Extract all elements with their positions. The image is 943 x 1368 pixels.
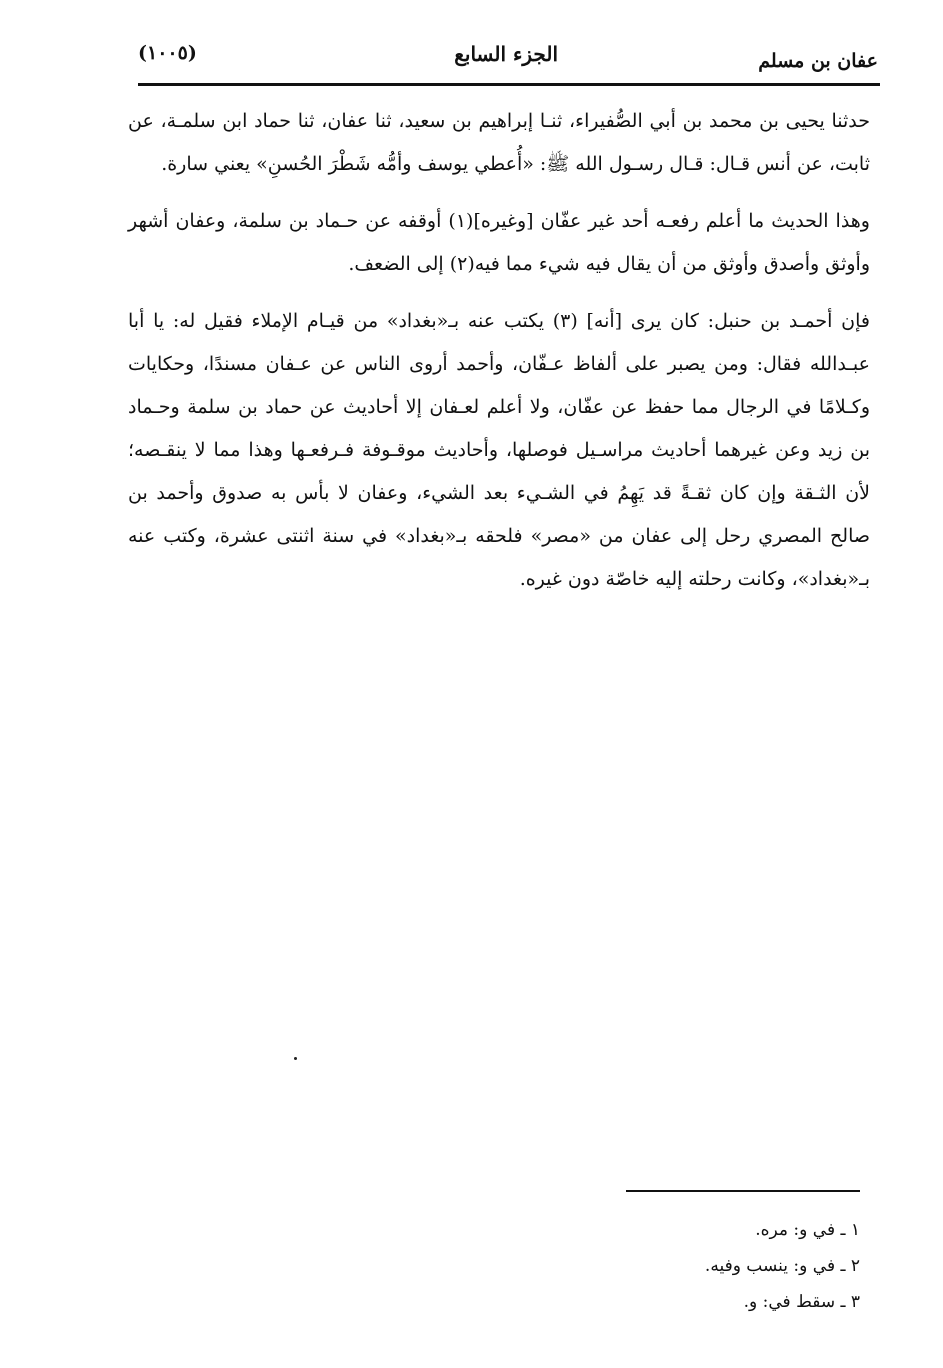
paragraph-biography: فإن أحمـد بن حنبل: كان يرى [أنه] (٣) يكتب عنه بـ«بغداد» من قيـام الإملاء فقيل له: يا أبا عبـدالله فقال: ومن يصبر على ألفاظ عـفّان، وأحمد أروى الناس عن عـفان مسندًا، وحكايات وكـلامًا في الرجال مما حفظ عن عفّان، ولا أعلم لعـفان إلا أحاديث عن حماد بن سلمة وحـماد بن زيد وعن غيرهما أحاديث مراسـيل فوصلها، وأحاديث موقـوفة فـرفعـها وهذا مما لا ينقـصه؛ لأن الثـقة وإن كان ثقـةً قد يَهِمُ في الشـيء بعد الشيء، وعفان لا بأس به صدوق وأحمد بن صالح المصري رحل إلى عفان من «مصر» فلحقه بـ«بغداد» في سنة اثنتى عشرة، وكتب عنه بـ«بغداد»، وكانت رحلته إليه خاصّة دون غيره.	[128, 310, 870, 590]
paragraph-commentary: وهذا الحديث ما أعلم رفعـه أحد غير عفّان [وغيره](١) أوقفه عن حـماد بن سلمة، وعفان أشهر وأوثق وأصدق وأوثق من أن يقال فيه شيء مما فيه(٢) إلى الضعف.	[128, 210, 870, 275]
header-rule	[138, 83, 880, 86]
page-number: (١٠٠٥)	[138, 42, 197, 64]
footnotes	[560, 1212, 860, 1320]
footnote-1: ١ ـ في و: مره.	[755, 1220, 860, 1240]
scan-speck	[294, 1057, 297, 1060]
paragraph-hadith: حدثنا يحيى بن محمد بن أبي الصُّفيراء، ثنـا إبراهيم بن سعيد، ثنا عفان، ثنا حماد ابن سلمـة، عن ثابت، عن أنس قـال: قـال رسـول الله ﷺ: «أُعطي يوسف وأمُّه شَطْرَ الحُسنِ» يعني سارة.	[128, 110, 870, 175]
footnote-3: ٣ ـ سقط في: و.	[743, 1292, 860, 1312]
running-title-author: عفان بن مسلم	[758, 50, 878, 72]
main-text	[128, 100, 870, 615]
running-title-volume: الجزء السابع	[454, 42, 558, 66]
page-header	[138, 38, 878, 78]
footnote-rule	[626, 1190, 860, 1192]
footnote-2: ٢ ـ في و: ينسب وفيه.	[704, 1256, 860, 1276]
